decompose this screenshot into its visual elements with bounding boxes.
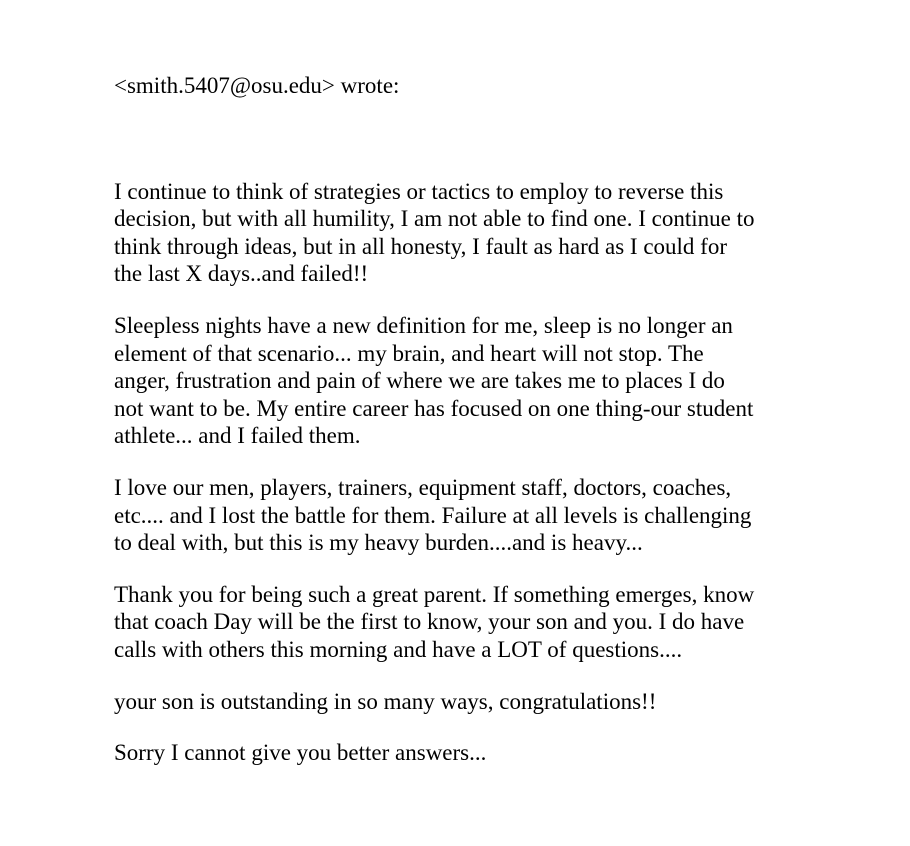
paragraph-line: Sorry I cannot give you better answers... [114,740,487,766]
email-paragraph-1 [114,178,834,288]
paragraph-line: Sleepless nights have a new definition for me, sleep is no longer an [114,312,733,338]
paragraph-line: think through ideas, but in all honesty, I fault as hard as I could for [114,233,727,259]
email-paragraph-4 [114,581,834,664]
paragraph-line: decision, but with all humility, I am not able to find one. I continue to [114,206,755,232]
paragraph-line: etc.... and I lost the battle for them. Failure at all levels is challenging [114,502,752,528]
paragraph-line: Thank you for being such a great parent. If something emerges, know [114,581,755,607]
paragraph-line: not want to be. My entire career has focused on one thing-our student [114,395,754,421]
paragraph-line: element of that scenario... my brain, and heart will not stop. The [114,340,704,366]
email-paragraph-6 [114,739,834,767]
email-paragraph-5 [114,688,834,716]
paragraph-line: calls with others this morning and have a LOT of questions.... [114,636,683,662]
paragraph-line: athlete... and I failed them. [114,423,361,449]
paragraph-line: your son is outstanding in so many ways, congratulations!! [114,688,657,714]
email-paragraph-2 [114,312,834,450]
paragraph-line: I love our men, players, trainers, equipment staff, doctors, coaches, [114,474,732,500]
paragraph-line: I continue to think of strategies or tactics to employ to reverse this [114,178,724,204]
paragraph-line: that coach Day will be the first to know, your son and you. I do have [114,609,745,635]
paragraph-line: to deal with, but this is my heavy burden....and is heavy... [114,530,643,556]
paragraph-line: anger, frustration and pain of where we are takes me to places I do [114,368,725,394]
quote-header: <smith.5407@osu.edu> wrote: [114,73,400,98]
email-body [114,72,834,767]
email-paragraph-3 [114,474,834,557]
paragraph-line: the last X days..and failed!! [114,261,369,287]
